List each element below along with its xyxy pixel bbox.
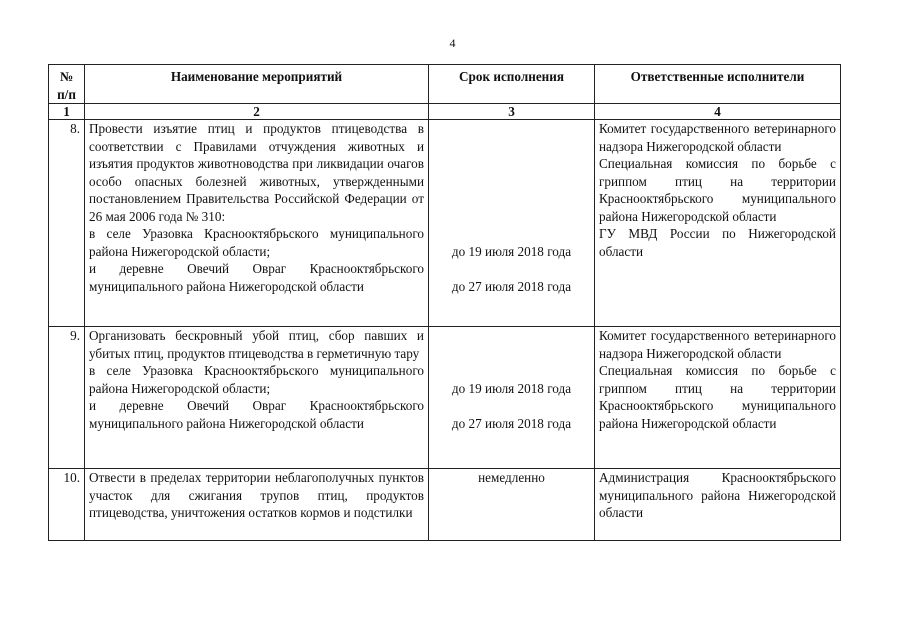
header-term: Срок исполнения [429, 65, 595, 104]
table-row [49, 469, 841, 541]
responsible-3: ГУ МВД России по Нижегородской области [599, 226, 836, 259]
responsible-1: Комитет государственного ветеринарного надзора Нижегородской области [599, 328, 836, 361]
measures-table [48, 64, 841, 541]
term-date-2: до 27 июля 2018 года [451, 415, 572, 431]
measure-cell [85, 469, 429, 541]
term-cell [429, 469, 595, 541]
header-num: № п/п [49, 65, 85, 104]
term-cell [429, 120, 595, 327]
table-row [49, 120, 841, 327]
responsible-1: Комитет государственного ветеринарного надзора Нижегородской области [599, 121, 836, 154]
responsible-cell [595, 327, 841, 469]
column-number: 2 [85, 104, 429, 120]
measure-text: Провести изъятие птиц и продуктов птицеводства в соответствии с Правилами отчуждения животных и изъятия продуктов животноводства при ликвидации очагов особо опасных болезней животных, утвержденными постановлением Правительства Российской Федерации от 26 мая 2006 года № 310: [89, 121, 424, 224]
column-numbers-row [49, 104, 841, 120]
table-header-row [49, 65, 841, 104]
term-date-1: немедленно [478, 470, 545, 485]
responsible-cell [595, 120, 841, 327]
measure-location-1: в селе Уразовка Краснооктябрьского муниципального района Нижегородской области; [89, 226, 424, 259]
header-responsible: Ответственные исполнители [595, 65, 841, 104]
term-cell [429, 327, 595, 469]
header-name: Наименование мероприятий [85, 65, 429, 104]
column-number: 4 [595, 104, 841, 120]
table-row [49, 327, 841, 469]
responsible-1: Администрация Краснооктябрьского муниципального района Нижегородской области [599, 470, 836, 520]
column-number: 1 [49, 104, 85, 120]
row-number: 9. [49, 327, 85, 469]
responsible-2: Специальная комиссия по борьбе с гриппом птиц на территории Краснооктябрьского муниципального района Нижегородской области [599, 156, 836, 224]
measure-cell [85, 327, 429, 469]
responsible-cell [595, 469, 841, 541]
measure-location-2: и деревне Овечий Овраг Краснооктябрьского муниципального района Нижегородской области [89, 261, 424, 294]
measure-location-1: в селе Уразовка Краснооктябрьского муниципального района Нижегородской области; [89, 363, 424, 396]
row-number: 10. [49, 469, 85, 541]
measure-cell [85, 120, 429, 327]
column-number: 3 [429, 104, 595, 120]
measure-location-2: и деревне Овечий Овраг Краснооктябрьского муниципального района Нижегородской области [89, 398, 424, 431]
term-date-1: до 19 июля 2018 года [451, 243, 572, 259]
term-date-1: до 19 июля 2018 года [451, 380, 572, 396]
measure-text: Организовать бескровный убой птиц, сбор павших и убитых птиц, продуктов птицеводства в герметичную тару [89, 328, 424, 361]
measure-text: Отвести в пределах территории неблагополучных пунктов участок для сжигания трупов птиц, продуктов птицеводства, уничтожения остатков кормов и подстилки [89, 470, 424, 520]
term-date-2: до 27 июля 2018 года [451, 278, 572, 294]
row-number: 8. [49, 120, 85, 327]
responsible-2: Специальная комиссия по борьбе с гриппом птиц на территории Краснооктябрьского муниципального района Нижегородской области [599, 363, 836, 431]
page-number: 4 [449, 36, 456, 50]
